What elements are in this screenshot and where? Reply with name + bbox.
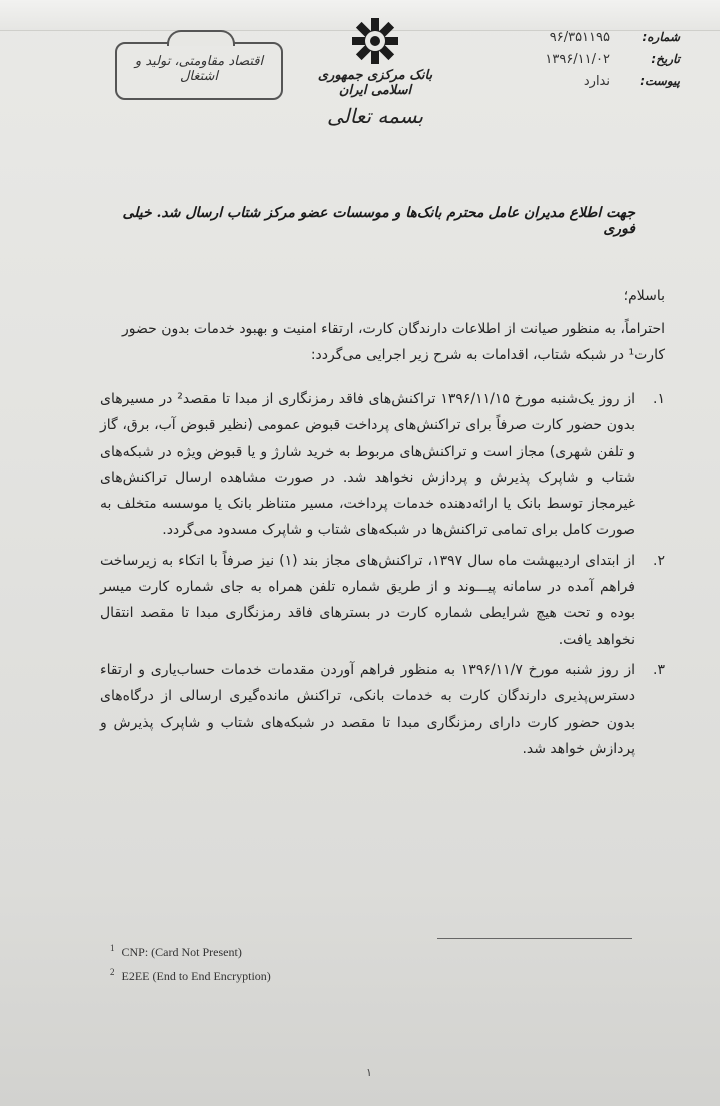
central-bank-emblem-icon [350, 16, 400, 66]
list-item-number: ۱. [653, 391, 665, 407]
stamp-top-arch [167, 30, 235, 46]
number-row [480, 30, 680, 52]
number-value: ۹۶/۳۵۱۱۹۵ [549, 30, 610, 45]
footnote-text: E2EE (End to End Encryption) [121, 969, 271, 983]
handwritten-memo: جهت اطلاع مدیران عامل محترم بانک‌ها و موسسات عضو مرکز شتاب ارسال شد. خیلی فوری [122, 205, 635, 237]
date-value: ۱۳۹۶/۱۱/۰۲ [545, 52, 610, 67]
footnote-item [110, 936, 271, 960]
attachment-label: پیوست: [640, 74, 680, 88]
footnote-item [110, 960, 271, 984]
stamp-text: اقتصاد مقاومتی، تولید و اشتغال [134, 54, 264, 84]
letterhead-logo-block [310, 16, 440, 128]
list-item-text: از ابتدای اردیبهشت ماه سال ۱۳۹۷، تراکنش‌های مجاز بند (۱) نیز صرفاً با اتکاء به زیرساخت فراهم آمده در سامانه پیـــوند و از طریق شماره تلفن همراه به جای شماره کارت میسر بوده و تحت هیچ شرایطی شماره کارت در بسترهای فاقد رمزنگاری مبدا تا مقصد انتقال نخواهد یافت. [100, 552, 636, 648]
intro-paragraph: احتراماً، به منظور صیانت از اطلاعات دارندگان کارت، ارتقاء امنیت و بهبود خدمات بدون حضور کارت¹ در شبکه شتاب، اقدامات به شرح زیر اجرایی می‌گردد: [121, 321, 665, 363]
list-item [100, 386, 665, 544]
date-row [480, 52, 680, 74]
page-number: ۱ [366, 1066, 372, 1079]
attachment-value: ندارد [583, 74, 610, 89]
list-item-text: از روز یک‌شنبه مورخ ۱۳۹۶/۱۱/۱۵ تراکنش‌های فاقد رمزنگاری از مبدا تا مقصد² در مسیرهای بدون حضور کارت صرفاً برای تراکنش‌های پرداخت قبوض عمومی (نظیر قبوض آب، برق، گاز و تلفن شهری) مجاز است و تراکنش‌های مربوط به خرید شارژ و یا قبوض ویژه در شبکه‌های شتاب و شاپرک پذیرش و پردازش نخواهد شد. در صورت مشاهده ارسال تراکنش‌های غیرمجاز توسط بانک یا ارائه‌دهنده خدمات پرداخت، مسیر متناظر بانک یا موسسه متخلف به صورت کامل برای تمامی تراکنش‌ها در شبکه‌های شتاب و شاپرک مسدود می‌گردد. [100, 391, 636, 539]
list-item-text: از روز شنبه مورخ ۱۳۹۶/۱۱/۷ به منظور فراهم آوردن مقدمات خدمات حساب‌یاری و ارتقاء دسترس‌پذیری دارندگان کارت به خدمات بانکی، تراکنش مانده‌گیری ارسالی از درگاه‌های بدون حضور کارت دارای رمزنگاری مبدا تا مقصد در شبکه‌های شتاب و شاپرک پذیرش و پردازش خواهد شد. [100, 661, 635, 757]
bismillah-signature: بسمه تعالی [326, 104, 424, 128]
footnote-number: 2 [110, 967, 115, 977]
number-label: شماره: [642, 30, 680, 44]
greeting: باسلام؛ [623, 288, 665, 304]
letter-metadata [480, 30, 680, 96]
list-item-number: ۲. [653, 552, 665, 569]
bank-name: بانک مرکزی جمهوری اسلامی ایران [317, 68, 433, 98]
footnote-number: 1 [110, 943, 115, 953]
footnotes [110, 936, 271, 984]
list-item [100, 657, 665, 762]
date-label: تاریخ: [651, 52, 680, 66]
list-item [100, 548, 665, 653]
footnote-text: CNP: (Card Not Present) [121, 945, 242, 959]
slogan-stamp [115, 42, 283, 100]
numbered-list [100, 386, 665, 766]
footnote-divider [437, 938, 632, 939]
attachment-row [480, 74, 680, 96]
list-item-number: ۳. [653, 661, 665, 678]
